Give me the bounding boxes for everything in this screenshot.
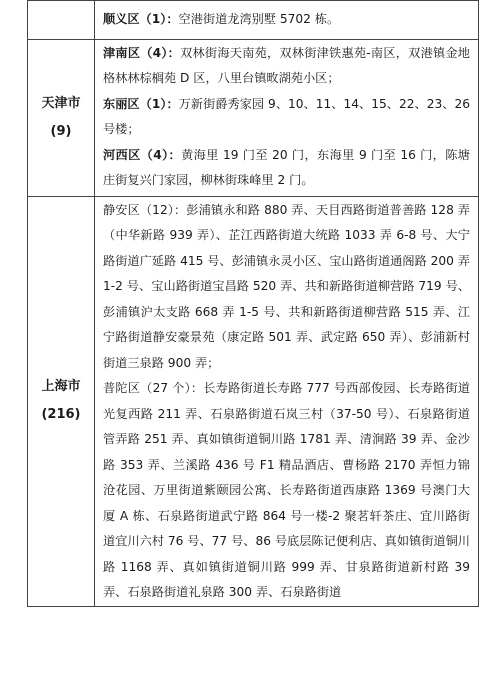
district-entry xyxy=(103,92,470,143)
district-areas: 万新街爵秀家园 9、10、11、14、15、22、23、26 号楼； xyxy=(103,96,470,136)
district-areas: 普陀区（27 个）：长寿路街道长寿路 777 号西部俊园、长寿路街道光复西路 211 弄、石泉路街道石岚三村（37-50 号）、石泉路街道管弄路 251 弄、真如镇街道铜川路 1781 弄、清涧路 39 弄、金沙路 353 弄、兰溪路 436 号 F1 精品酒店、曹杨路 2170 弄恒力锦沧花园、万里街道紫颐园公寓、长寿路街道西康路 1369 号澳门大厦 A 栋、石泉路街道武宁路 864 号一楼-2 聚茗轩茶庄、宜川路街道宜川六村 76 号、77 号、86 号底层陈记便利店、真如镇街道铜川路 1168 弄、真如镇街道铜川路 999 弄、甘泉路街道新村路 39 弄、石泉路街道礼泉路 300 弄、石泉路街道 xyxy=(103,381,470,599)
district-entry xyxy=(103,7,470,33)
table-row xyxy=(28,196,479,606)
district-areas: 空港街道龙湾别墅 5702 栋。 xyxy=(178,12,340,26)
district-areas: 静安区（12）：彭浦镇永和路 880 弄、天目西路街道普善路 128 弄（中华新路 939 弄）、芷江西路街道大统路 1033 弄 6-8 号、大宁路街道广延路 415 号、彭浦镇永灵小区、宝山路街道通阁路 200 弄 1-2 号、宝山路街道宝昌路 520 弄、共和新路街道柳营路 719 号、彭浦镇沪太支路 668 弄 1-5 号、共和新路街道柳营路 515 弄、江宁路街道静安豪景苑（康定路 501 弄、武定路 650 弄）、彭浦新村街道三泉路 900 弄； xyxy=(103,202,470,370)
district-entry xyxy=(103,143,470,194)
areas-cell xyxy=(95,1,479,40)
city-count: (9) xyxy=(50,123,72,139)
areas-cell xyxy=(95,196,479,606)
area-table xyxy=(27,0,479,607)
city-count: (216) xyxy=(41,407,81,422)
district-name: 东丽区（1）： xyxy=(103,96,179,111)
district-entry xyxy=(103,376,470,606)
city-name: 天津市 xyxy=(41,95,81,111)
district-name: 顺义区（1）： xyxy=(103,12,179,26)
city-name: 上海市 xyxy=(41,379,81,394)
district-areas: 黄海里 19 门至 20 门，东海里 9 门至 16 门，陈塘庄街复兴门家园，柳林街珠峰里 2 门。 xyxy=(103,147,470,187)
city-cell xyxy=(28,39,95,196)
city-cell xyxy=(28,196,95,606)
areas-cell xyxy=(95,39,479,196)
district-areas: 双林街海天南苑，双林街津铁惠苑-南区，双港镇金地格林林棕榈苑 D 区，八里台镇畋湖苑小区； xyxy=(103,45,470,85)
district-name: 河西区（4）： xyxy=(103,147,182,162)
table-row xyxy=(28,1,479,40)
city-cell xyxy=(28,1,95,40)
district-entry xyxy=(103,198,470,377)
table-row xyxy=(28,39,479,196)
district-entry xyxy=(103,41,470,92)
district-name: 津南区（4）： xyxy=(103,45,181,60)
